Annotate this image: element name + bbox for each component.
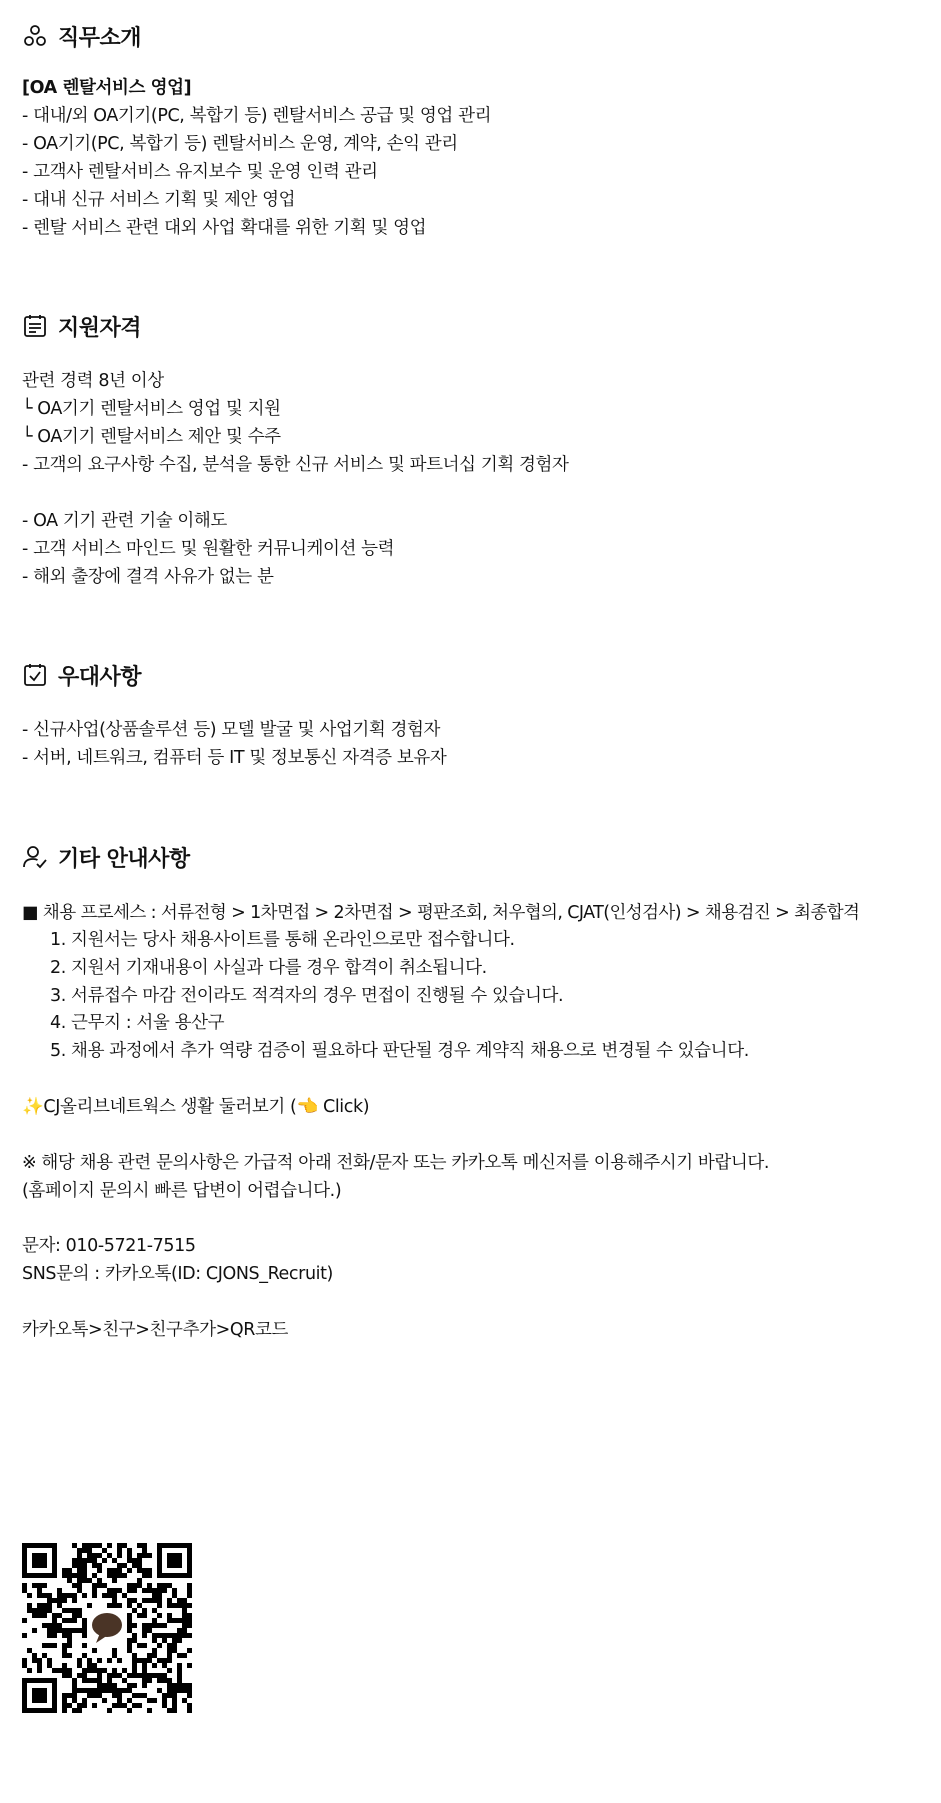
clipboard-list-icon <box>22 313 48 339</box>
people-network-icon <box>22 23 48 49</box>
calendar-check-icon <box>22 662 48 688</box>
section-title-qualification: 지원자격 <box>58 315 142 341</box>
note-item: 2. 지원서 기재내용이 사실과 다를 경우 합격이 취소됩니다. <box>50 958 487 978</box>
job-line: - 대내 신규 서비스 기획 및 제안 영업 <box>22 190 296 210</box>
job-subtitle: [OA 렌탈서비스 영업] <box>22 78 192 98</box>
qualification-line: - 고객의 요구사항 수집, 분석을 통한 신규 서비스 및 파트너십 기획 경험자 <box>22 455 569 475</box>
section-header-qualification <box>22 311 141 341</box>
note-item: 5. 채용 과정에서 추가 역량 검증이 필요하다 판단될 경우 계약직 채용으로 변경될 수 있습니다. <box>50 1041 749 1061</box>
section-header-etc <box>22 842 190 872</box>
contact-sms: 문자: 010-5721-7515 <box>22 1236 196 1256</box>
qualification-line: - OA 기기 관련 기술 이해도 <box>22 511 227 531</box>
note-item: 3. 서류접수 마감 전이라도 적격자의 경우 면접이 진행될 수 있습니다. <box>50 986 564 1006</box>
inquiry-note: ※ 해당 채용 관련 문의사항은 가급적 아래 전화/문자 또는 카카오톡 메신저를 이용해주시기 바랍니다. <box>22 1153 770 1173</box>
section-header-preference <box>22 660 141 690</box>
job-line: - 대내/외 OA기기(PC, 복합기 등) 렌탈서비스 공급 및 영업 관리 <box>22 106 492 126</box>
job-line: - 렌탈 서비스 관련 대외 사업 확대를 위한 기획 및 영업 <box>22 218 427 238</box>
person-check-icon <box>22 844 48 870</box>
qualification-line: 관련 경력 8년 이상 <box>22 371 164 391</box>
section-title-job: 직무소개 <box>58 25 142 51</box>
preference-line: - 신규사업(상품솔루션 등) 모델 발굴 및 사업기획 경험자 <box>22 720 441 740</box>
preference-line: - 서버, 네트워크, 컴퓨터 등 IT 및 정보통신 자격증 보유자 <box>22 748 447 768</box>
qualification-line: └ OA기기 렌탈서비스 제안 및 수주 <box>22 427 281 447</box>
kakao-path: 카카오톡>친구>친구추가>QR코드 <box>22 1320 288 1340</box>
hiring-process: ■ 채용 프로세스 : 서류전형 > 1차면접 > 2차면접 > 평판조회, 처우협의, CJAT(인성검사) > 채용검진 > 최종합격 <box>22 903 860 923</box>
qualification-line: - 고객 서비스 마인드 및 원활한 커뮤니케이션 능력 <box>22 539 395 559</box>
section-header-job <box>22 21 141 51</box>
kakao-qr-code-icon[interactable] <box>22 1543 192 1713</box>
inquiry-note: (홈페이지 문의시 빠른 답변이 어렵습니다.) <box>22 1181 342 1201</box>
section-title-etc: 기타 안내사항 <box>58 846 190 872</box>
qualification-line: └ OA기기 렌탈서비스 영업 및 지원 <box>22 399 281 419</box>
note-item: 1. 지원서는 당사 채용사이트를 통해 온라인으로만 접수합니다. <box>50 930 515 950</box>
note-item: 4. 근무지 : 서울 용산구 <box>50 1013 225 1033</box>
section-title-preference: 우대사항 <box>58 664 142 690</box>
job-line: - 고객사 렌탈서비스 유지보수 및 운영 인력 관리 <box>22 162 378 182</box>
qualification-line: - 해외 출장에 결격 사유가 없는 분 <box>22 567 274 587</box>
contact-kakao: SNS문의 : 카카오톡(ID: CJONS_Recruit) <box>22 1264 333 1284</box>
job-line: - OA기기(PC, 복합기 등) 렌탈서비스 운영, 계약, 손익 관리 <box>22 134 458 154</box>
life-tour-link[interactable]: ✨CJ올리브네트웍스 생활 둘러보기 (👈 Click) <box>22 1097 370 1117</box>
